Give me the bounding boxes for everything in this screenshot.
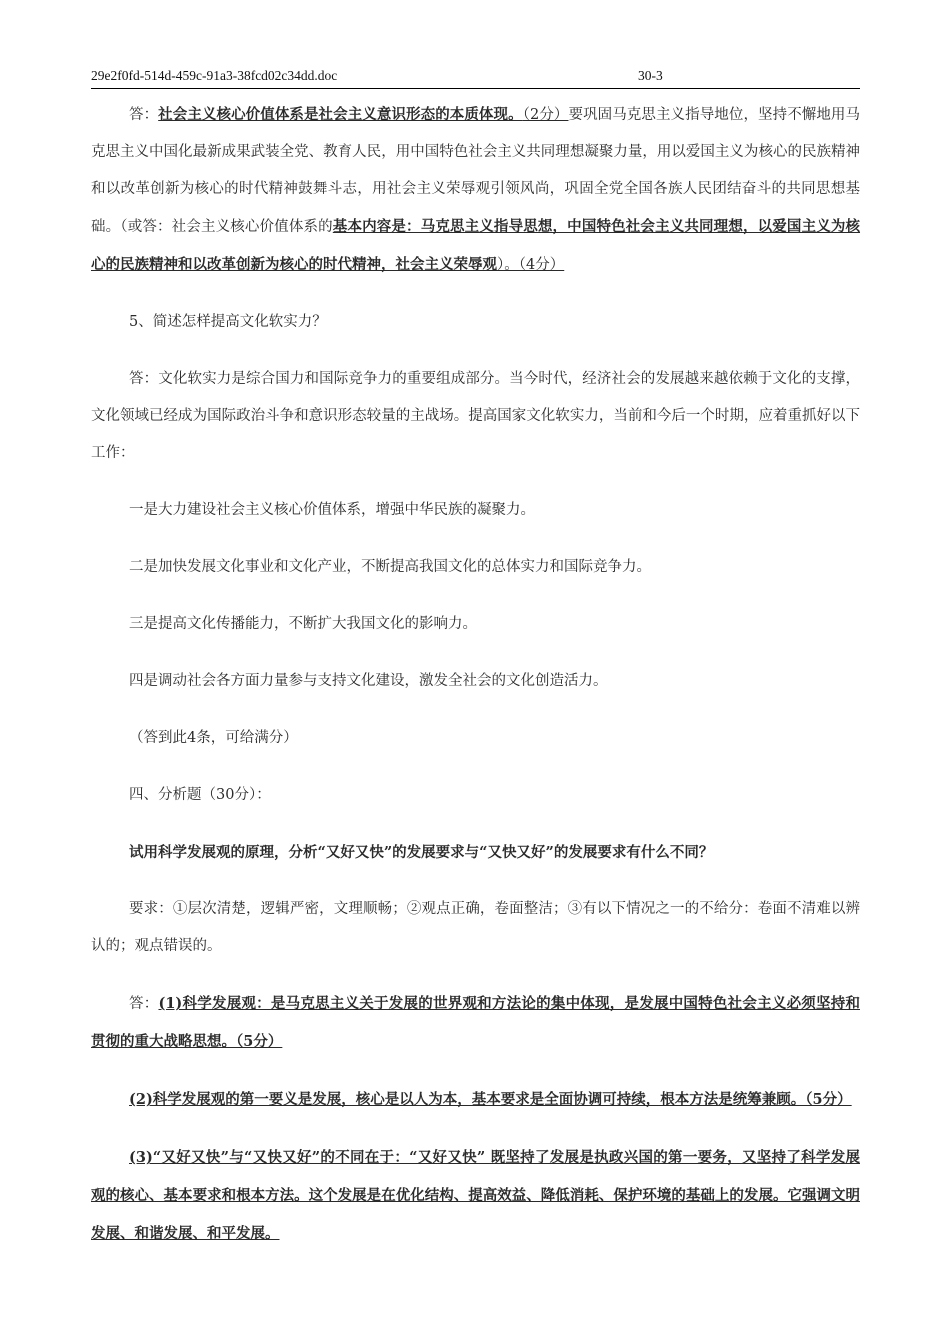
requirements: 要求：①层次清楚，逻辑严密，文理顺畅；②观点正确，卷面整洁；③有以下情况之一的不给分：卷面不清难以辨认的；观点错误的。 <box>91 901 860 954</box>
answer-prefix: 答： <box>129 107 159 123</box>
section-heading: 四、分析题（30分）： <box>129 787 271 803</box>
answer-point-3: (3)“又好又快”与“又快又好”的不同在于：“又好又快” 既坚持了发展是执政兴国的第一要务，又坚持了科学发展观的核心、基本要求和根本方法。这个发展是在优化结构、提高效益、降低消耗、保护环境的基础上的发展。它强调文明发展、和谐发展、和平发展。 <box>91 1149 860 1242</box>
list-item: 二是加快发展文化事业和文化产业，不断提高我国文化的总体实力和国际竞争力。 <box>129 559 651 575</box>
question-5: 5、简述怎样提高文化软实力？ <box>129 314 327 330</box>
document-body <box>91 96 860 1253</box>
answer-text: 要巩固马克思主义指导地位，坚持不懈地用马克思主义中国化最新成果武装全党、教育人民，用中国特色社会主义共同理想凝聚力量，用以爱国主义为核心的民族精神和以改革创新为核心的时代精神鼓舞斗志，用社会主义荣辱观引领风尚，巩固全党全国各族人民团结奋斗的共同思想基础。（或答：社会主义核心价值体系的 <box>91 107 861 235</box>
analysis-question: 试用科学发展观的原理，分析“又好又快”的发展要求与“又快又好”的发展要求有什么不同？ <box>129 844 714 861</box>
score-note: ）。（4分） <box>497 257 565 273</box>
answer-5: 答：文化软实力是综合国力和国际竞争力的重要组成部分。当今时代，经济社会的发展越来越依赖于文化的支撑，文化领域已经成为国际政治斗争和意识形态较量的主战场。提高国家文化软实力，当前和今后一个时期，应着重抓好以下工作： <box>91 371 860 461</box>
scoring-note: （答到此4条，可给满分） <box>129 730 298 746</box>
analysis-answer-2 <box>91 1081 860 1119</box>
page-header <box>91 64 860 89</box>
list-item: 一是大力建设社会主义核心价值体系，增强中华民族的凝聚力。 <box>129 502 535 518</box>
answer-point-2: (2)科学发展观的第一要义是发展，核心是以人为本，基本要求是全面协调可持续，根本方法是统筹兼顾。（5分） <box>129 1091 852 1108</box>
list-item: 三是提高文化传播能力，不断扩大我国文化的影响力。 <box>129 616 477 632</box>
score-note: （2分） <box>522 107 569 123</box>
answer-paragraph-4 <box>91 96 860 284</box>
document-filename: 29e2f0fd-514d-459c-91a3-38fcd02c34dd.doc <box>91 68 338 83</box>
answer-prefix: 答： <box>129 996 159 1012</box>
list-item: 四是调动社会各方面力量参与支持文化建设，激发全社会的文化创造活力。 <box>129 673 608 689</box>
analysis-answer-3 <box>91 1139 860 1253</box>
analysis-answer-1 <box>91 985 860 1061</box>
key-content-underlined: 基本内容是：马克思主义指导思想，中国特色社会主义共同理想，以爱国主义为核心的民族精神和以改革创新为核心的时代精神，社会主义荣辱观 <box>91 218 861 273</box>
answer-point-1: (1)科学发展观：是马克思主义关于发展的世界观和方法论的集中体现，是发展中国特色社会主义必须坚持和贯彻的重大战略思想。（5分） <box>91 995 860 1050</box>
page-number: 30-3 <box>638 68 663 83</box>
key-point-underlined: 社会主义核心价值体系是社会主义意识形态的本质体现。 <box>158 106 523 123</box>
